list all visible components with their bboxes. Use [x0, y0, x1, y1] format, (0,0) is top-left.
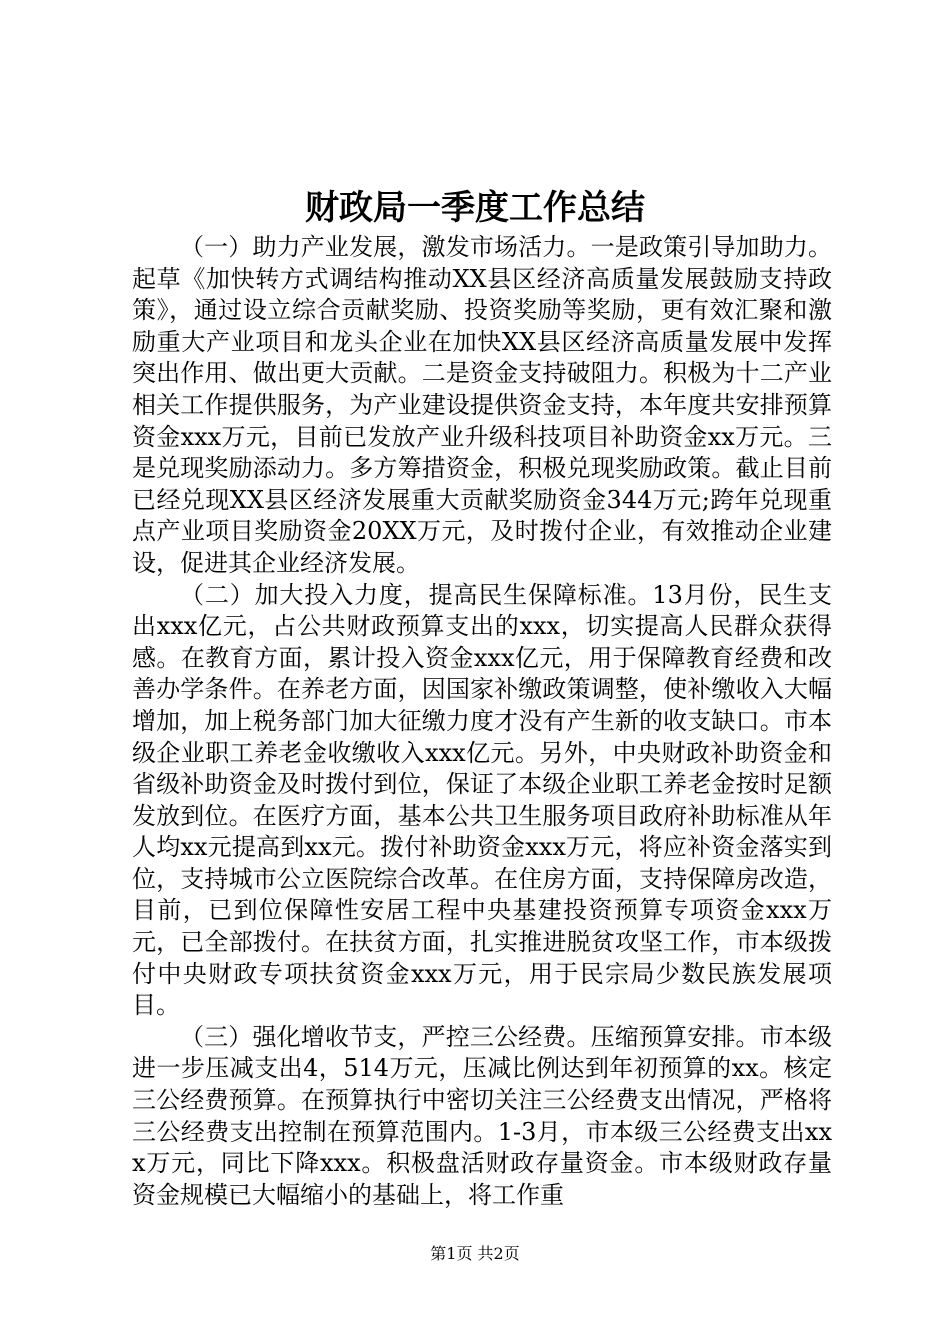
document-title: 财政局一季度工作总结: [305, 188, 645, 228]
paragraph-3: （三）强化增收节支，严控三公经费。压缩预算安排。市本级进一步压减支出4，514万元，压减比例达到年初预算的xx。核定三公经费预算。在预算执行中密切关注三公经费支出情况，严格将三公经费支出控制在预算范围内。1-3月，市本级三公经费支出xxx万元，同比下降xxx。积极盘活财政存量资金。市本级财政存量资金规模已大幅缩小的基础上，将工作重: [132, 1022, 832, 1209]
document-body: [132, 232, 832, 1211]
paragraph-1: （一）助力产业发展，激发市场活力。一是政策引导加助力。起草《加快转方式调结构推动XX县区经济高质量发展鼓励支持政策》，通过设立综合贡献奖励、投资奖励等奖励，更有效汇聚和激励重大产业项目和龙头企业在加快XX县区经济高质量发展中发挥突出作用、做出更大贡献。二是资金支持破阻力。积极为十二产业相关工作提供服务，为产业建设提供资金支持，本年度共安排预算资金xxx万元，目前已发放产业升级科技项目补助资金xx万元。三是兑现奖励添动力。多方筹措资金，积极兑现奖励政策。截止目前已经兑现XX县区经济发展重大贡献奖励资金344万元;跨年兑现重点产业项目奖励资金20XX万元，及时拨付企业，有效推动企业建设，促进其企业经济发展。: [132, 233, 832, 577]
paragraph-2: （二）加大投入力度，提高民生保障标准。13月份，民生支出xxx亿元，占公共财政预算支出的xxx，切实提高人民群众获得感。在教育方面，累计投入资金xxx亿元，用于保障教育经费和改善办学条件。在养老方面，因国家补缴政策调整，使补缴收入大幅增加，加上税务部门加大征缴力度才没有产生新的收支缺口。市本级企业职工养老金收缴收入xxx亿元。另外，中央财政补助资金和省级补助资金及时拨付到位，保证了本级企业职工养老金按时足额发放到位。在医疗方面，基本公共卫生服务项目政府补助标准从年人均xx元提高到xx元。拨付补助资金xxx万元，将应补资金落实到位，支持城市公立医院综合改革。在住房方面，支持保障房改造，目前，已到位保障性安居工程中央基建投资预算专项资金xxx万元，已全部拨付。在扶贫方面，扎实推进脱贫攻坚工作，市本级拨付中央财政专项扶贫资金xxx万元，用于民宗局少数民族发展项目。: [132, 580, 832, 1020]
page-footer: 第1页 共2页: [430, 1244, 520, 1263]
